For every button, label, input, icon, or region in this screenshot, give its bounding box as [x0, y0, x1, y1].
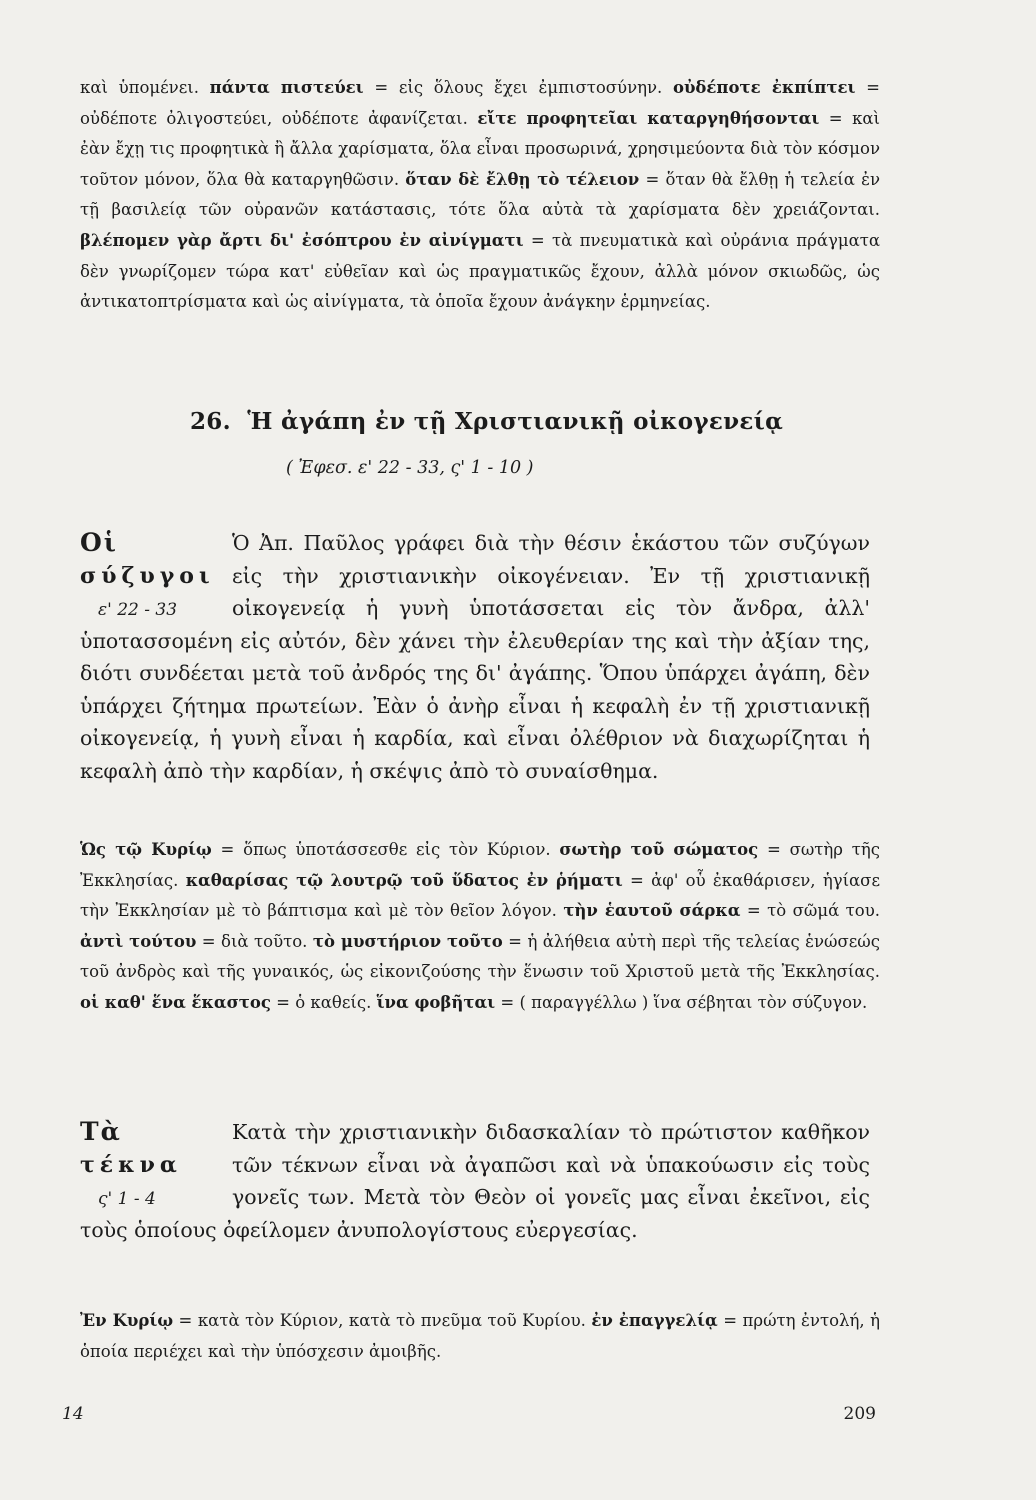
note-gloss: = εἰς ὅλους ἔχει ἐμπιστοσύνην. [363, 78, 673, 97]
notes-middle [80, 835, 880, 1019]
note-lemma: ἐν ἐπαγγελίᾳ [591, 1311, 718, 1330]
note-lemma: σωτὴρ τοῦ σώματος [559, 840, 759, 859]
section-heading [190, 408, 910, 435]
note-lemma: Ἐν Κυρίῳ [80, 1311, 174, 1330]
printer-signature: 14 [62, 1404, 84, 1424]
spouses-margin [80, 527, 232, 624]
note-gloss: = ὁ καθείς. [270, 992, 377, 1012]
note-gloss: = σωτὴρ τῆς Ἐκκλησίας. [80, 840, 881, 890]
note-lemma: τὴν ἑαυτοῦ σάρκα [563, 901, 741, 921]
note-lemma: οὐδέποτε ἐκπίπτει [672, 78, 856, 97]
children-side-reference: ς' 1 - 4 [98, 1189, 156, 1209]
section-number: 26. [190, 408, 231, 435]
children-paragraph: Κατὰ τὴν χριστιανικὴν διδασκαλίαν τὸ πρώτιστον καθῆκον τῶν τέκνων εἶναι νὰ ἀγαπῶσι καὶ νὰ ὑπακούωσιν εἰς τοὺς γονεῖς των. Μετὰ τὸν Θεὸν οἱ γονεῖς μας εἶναι ἐκεῖνοι, εἰς τοὺς ὁποίους ὀφείλομεν ἀνυπολογίστους εὐεργεσίας. [80, 1120, 870, 1242]
notes-bottom [80, 1306, 880, 1367]
section-reference: ( Ἐφεσ. ε' 22 - 33, ς' 1 - 10 ) [286, 458, 534, 478]
section-title: Ἡ ἀγάπη ἐν τῇ Χριστιανικῇ οἰκογενείᾳ [247, 408, 784, 435]
spouses-side-title-article: Οἱ [80, 528, 118, 557]
note-lemma: ἵνα φοβῆται [376, 992, 496, 1012]
note-lemma: ὅταν δὲ ἔλθῃ τὸ τέλειον [405, 169, 640, 189]
note-gloss: = ὅταν θὰ ἔλθῃ ἡ τελεία ἐν τῇ βασιλείᾳ τῶν οὐρανῶν κατάστασις, τότε ὅλα αὐτὰ τὰ χαρίσματα δὲν χρειάζονται. [80, 169, 880, 220]
spouses-section [80, 527, 870, 787]
notes-middle-paragraph [80, 835, 880, 1019]
note-gloss: = τὰ πνευματικὰ καὶ οὐράνια πράγματα δὲν γνωρίζομεν τώρα κατ' εὐθεῖαν καὶ ὡς πραγματικῶς ἔχουν, ἀλλὰ μόνον σκιωδῶς, ὡς ἀντικατοπτρίσματα καὶ ὡς αἰνίγματα, τὰ ὁποῖα ἔχουν ἀνάγκην ἑρμηνείας. [80, 230, 880, 312]
children-side-title-article: Τὰ [80, 1117, 122, 1146]
note-gloss: = τὸ σῶμά του. [740, 901, 880, 921]
notes-top-paragraph [80, 73, 880, 318]
note-lemma: ἀντὶ τούτου [80, 931, 197, 951]
spouses-side-title [80, 527, 232, 592]
spouses-side-reference: ε' 22 - 33 [98, 600, 178, 620]
note-gloss: = διὰ τοῦτο. [196, 931, 313, 951]
note-lemma: εἴτε προφητεῖαι καταργηθήσονται [477, 108, 820, 128]
note-gloss: = ἀφ' οὗ ἐκαθάρισεν, ἡγίασε τὴν Ἐκκλησίαν μὲ τὸ βάπτισμα καὶ μὲ τὸν θεῖον λόγον. [80, 870, 880, 921]
note-gloss: = πρώτη ἐντολή, ἡ ὁποία περιέχει καὶ τὴν ὑπόσχεσιν ἀμοιβῆς. [80, 1311, 880, 1361]
spouses-paragraph: Ὁ Ἀπ. Παῦλος γράφει διὰ τὴν θέσιν ἑκάστου τῶν συζύγων εἰς τὴν χριστιανικὴν οἰκογένειαν. Ἐν τῇ χριστιανικῇ οἰκογενείᾳ ἡ γυνὴ ὑποτάσσεται εἰς τὸν ἄνδρα, ἀλλ' ὑποτασσομένη εἰς αὐτόν, δὲν χάνει τὴν ἐλευθερίαν της καὶ τὴν ἀξίαν της, διότι συνδέεται μετὰ τοῦ ἀνδρός της δι' ἀγάπης. Ὅπου ὑπάρχει ἀγάπη, δὲν ὑπάρχει ζήτημα πρωτείων. Ἐὰν ὁ ἀνὴρ εἶναι ἡ κεφαλὴ ἐν τῇ χριστιανικῇ οἰκογενείᾳ, ἡ γυνὴ εἶναι ἡ καρδία, καὶ εἶναι ὀλέθριον νὰ διαχωρίζηται ἡ κεφαλὴ ἀπὸ τὴν καρδίαν, ἡ σκέψις ἀπὸ τὸ συναίσθημα. [80, 531, 870, 783]
notes-top [80, 73, 880, 318]
note-lemma: βλέπομεν γὰρ ἄρτι δι' ἐσόπτρου ἐν αἰνίγματι [80, 230, 524, 250]
note-lemma: Ὡς τῷ Κυρίῳ [80, 840, 212, 859]
note-gloss: = οὐδέποτε ὀλιγοστεύει, οὐδέποτε ἀφανίζεται. [80, 78, 880, 128]
spouses-side-title-word: σύζυγοι [80, 563, 215, 589]
note-lemma: καθαρίσας τῷ λουτρῷ τοῦ ὕδατος ἐν ῥήματι [185, 870, 623, 890]
note-gloss: καὶ ὑπομένει. [80, 78, 210, 97]
note-lemma: τὸ μυστήριον τοῦτο [312, 931, 503, 951]
note-gloss: = καὶ ἐὰν ἔχῃ τις προφητικὰ ἢ ἄλλα χαρίσματα, ὅλα εἶναι προσωρινά, χρησιμεύοντα διὰ τὸν κόσμον τοῦτον μόνον, ὅλα θὰ καταργηθῶσιν. [80, 108, 880, 189]
note-gloss: = ὅπως ὑποτάσσεσθε εἰς τὸν Κύριον. [211, 840, 560, 859]
note-gloss: = ( παραγγέλλω ) ἵνα σέβηται τὸν σύζυγον. [495, 992, 868, 1012]
note-gloss: = κατὰ τὸν Κύριον, κατὰ τὸ πνεῦμα τοῦ Κυρίου. [173, 1311, 592, 1330]
children-margin [80, 1116, 232, 1213]
children-side-title [80, 1116, 232, 1181]
page-number: 209 [843, 1404, 876, 1424]
note-lemma: πάντα πιστεύει [209, 78, 364, 97]
note-lemma: οἱ καθ' ἕνα ἕκαστος [80, 992, 271, 1012]
children-section [80, 1116, 870, 1246]
children-side-title-word: τέκνα [80, 1152, 182, 1178]
note-gloss: = ἡ ἀλήθεια αὐτὴ περὶ τῆς τελείας ἑνώσεώς τοῦ ἀνδρὸς καὶ τῆς γυναικός, ὡς εἰκονιζούσης τὴν ἕνωσιν τοῦ Χριστοῦ μετὰ τῆς Ἐκκλησίας. [80, 931, 880, 982]
notes-bottom-paragraph [80, 1306, 880, 1367]
